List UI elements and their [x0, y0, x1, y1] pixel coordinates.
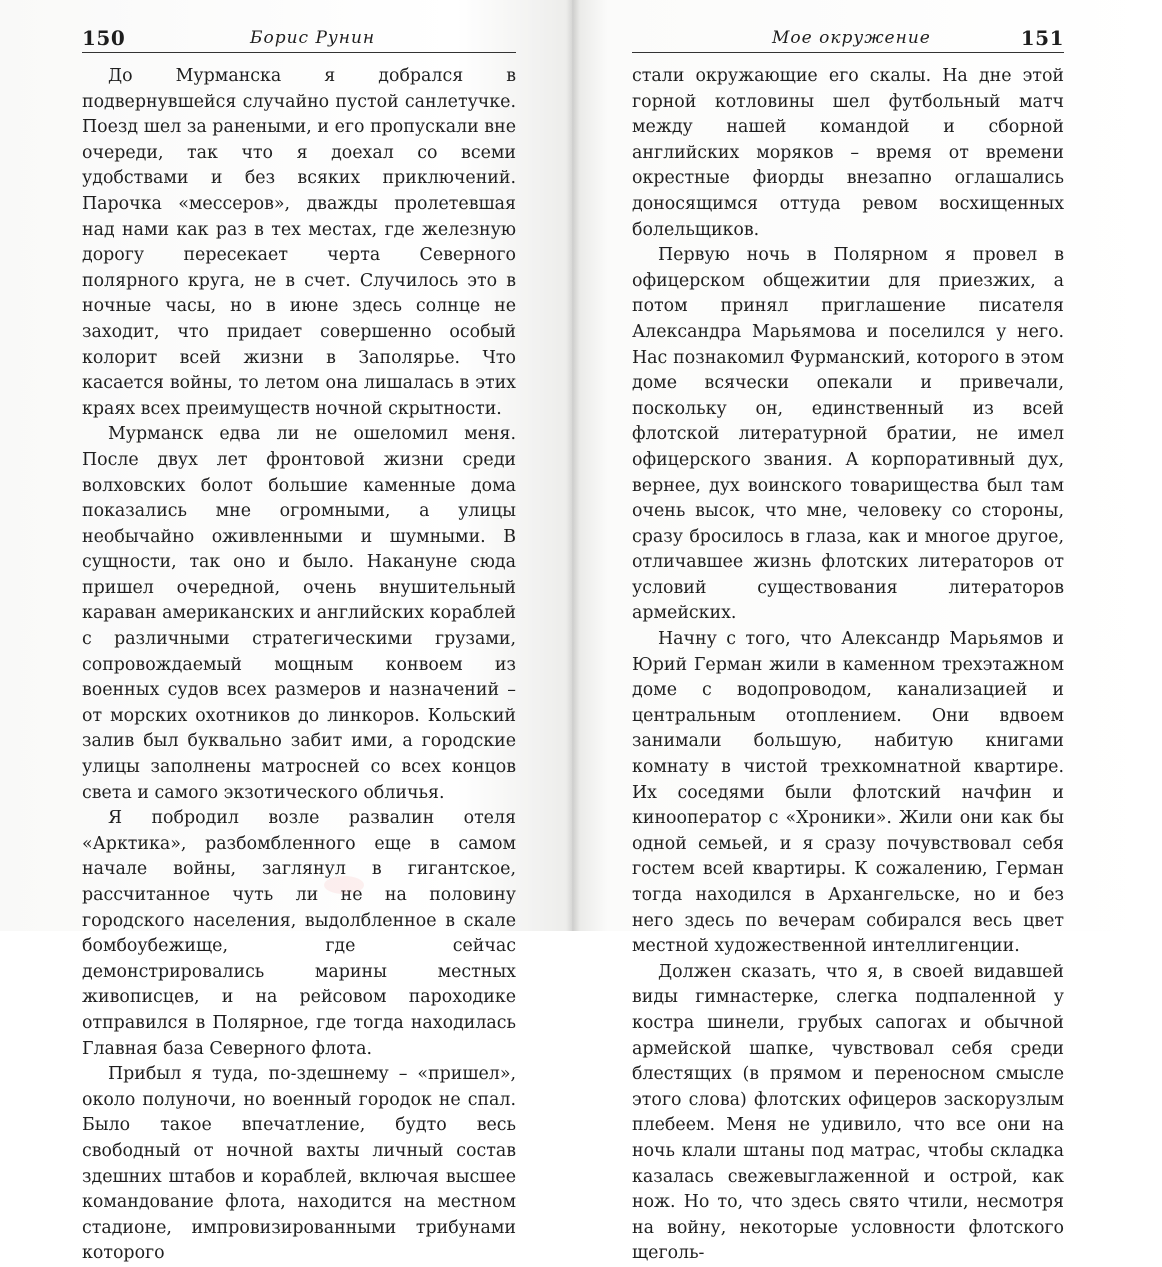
paragraph: Должен сказать, что я, в своей видавшей виды гимнастерке, слегка подпаленной у костра шинели, грубых сапогах и обычной армейской шапке, чувствовал себя среди блестящих (в прямом и переносном смысле этого слова) флотских офицеров заскорузлым плебеем. Меня не удивило, что все они на ночь клали штаны под матрас, чтобы складка казалась свежевыглаженной и острой, как нож. Но то, что здесь свято чтили, несмотря на войну, некоторые условности флотского щеголь-: [632, 961, 1064, 1264]
left-page-header: [82, 24, 516, 52]
paragraph: Прибыл я туда, по-здешнему – «пришел», около полуночи, но военный городок не спал. Было такое впечатление, будто весь свободный от ночной вахты личный состав здешних штабов и кораблей, включая высшее командование флота, находится на местном стадионе, импровизированными трибунами которого: [82, 1064, 516, 1264]
right-running-head: Мое окружение: [772, 28, 931, 48]
paragraph-continuation: стали окружающие его скалы. На дне этой горной котловины шел футбольный матч между нашей командой и сборной английских моряков – время от времени окрестные фиорды внезапно оглашались доносящимся оттуда ревом восхищенных болельщиков.: [632, 66, 1064, 240]
paragraph: Мурманск едва ли не ошеломил меня. После двух лет фронтовой жизни среди волховских болот большие каменные дома показались мне огромными, а улицы необычайно оживленными и шумными. В сущности, так оно и было. Накануне сюда пришел очередной, очень внушительный караван американских и английских кораблей с различными стратегическими грузами, сопровождаемый мощным конвоем из военных судов всех размеров и назначений – от морских охотников до линкоров. Кольский залив был буквально забит ими, а городские улицы заполнены матросней со всех концов света и самого экзотического обличья.: [82, 424, 516, 803]
right-page-header: [632, 24, 1064, 52]
left-page-text: [82, 64, 516, 1267]
left-running-head: Борис Рунин: [250, 28, 376, 48]
paragraph: Я побродил возле развалин отеля «Арктика», разбомбленного еще в самом начале войны, заглянул в гигантское, рассчитанное чуть ли не на половину городского населения, выдолбленное в скале бомбоубежище, где сейчас демонстрировались марины местных живописцев, и на рейсовом пароходике отправился в Полярное, где тогда находилась Главная база Северного флота.: [82, 808, 516, 1059]
left-page: [0, 0, 572, 1264]
paragraph: Первую ночь в Полярном я провел в офицерском общежитии для приезжих, а потом принял приглашение писателя Александра Марьямова и поселился у него. Нас познакомил Фурманский, которого в этом доме всячески опекали и привечали, поскольку он, единственный из всей флотской литературной братии, не имел офицерского звания. А корпоративный дух, вернее, дух воинского товарищества был там очень высок, что мне, человеку со стороны, сразу бросилось в глаза, как и многое другое, отличавшее жизнь флотских литераторов от условий существования литераторов армейских.: [632, 245, 1064, 624]
right-page: [572, 0, 1162, 1264]
page-blemish: [324, 876, 364, 894]
paragraph: Начну с того, что Александр Марьямов и Юрий Герман жили в каменном трехэтажном доме с водопроводом, канализацией и центральным отоплением. Они вдвоем занимали большую, набитую книгами комнату в чистой трехкомнатной квартире. Их соседями были флотский начфин и кинооператор с «Хроники». Жили они как бы одной семьей, и я сразу почувствовал себя гостем всей квартиры. К сожалению, Герман тогда находился в Архангельске, но и без него здесь по вечерам собирался весь цвет местной художественной интеллигенции.: [632, 629, 1064, 957]
right-header-rule: [632, 52, 1064, 53]
right-page-text: [632, 64, 1064, 1267]
right-page-number: 151: [1020, 26, 1064, 50]
left-header-rule: [82, 52, 516, 53]
book-gutter-shadow: [566, 0, 580, 931]
paragraph: До Мурманска я добрался в подвернувшейся случайно пустой санлетучке. Поезд шел за ранеными, и его пропускали вне очереди, так что я доехал со всеми удобствами и без всяких приключений. Парочка «мессеров», дважды пролетевшая над нами как раз в тех местах, где железную дорогу пересекает черта Северного полярного круга, не в счет. Случилось это в ночные часы, но в июне здесь солнце не заходит, что придает совершенно особый колорит всей жизни в Заполярье. Что касается войны, то летом она лишалась в этих краях всех преимуществ ночной скрытности.: [82, 66, 516, 419]
left-page-number: 150: [82, 26, 126, 50]
